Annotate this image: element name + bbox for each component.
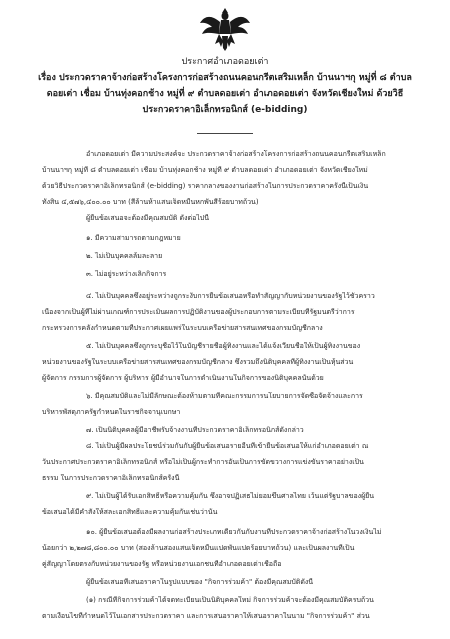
paragraph-line: ด้วยวิธีประกวดราคาอิเล็กทรอนิกส์ (e-bidding) ราคากลางของงานก่อสร้างในการประกวดราคาครั้งนี้เป็นเงิน bbox=[42, 182, 369, 190]
list-item: ๗. เป็นนิติบุคคลผู้มีอาชีพรับจ้างงานที่ประกวดราคาอิเล็กทรอนิกส์ดังกล่าว bbox=[86, 426, 304, 434]
subject-line-1: เรื่อง ประกวดราคาจ้างก่อสร้างโครงการก่อสร้างถนนคอนกรีตเสริมเหล็ก บ้านนาฯกุ หมู่ที่ ๘ ตำบล bbox=[38, 73, 412, 83]
paragraph-line: กระทรวงการคลังกำหนดตามที่ประกาศเผยแพร่ในระบบเครือข่ายสารสนเทศของกรมบัญชีกลาง bbox=[42, 324, 323, 332]
list-item: ๑๐. ผู้ยื่นข้อเสนอต้องมีผลงานก่อสร้างประเภทเดียวกันกับงานที่ประกวดราคาจ้างก่อสร้างในวงเงินไม่ bbox=[86, 528, 382, 536]
paragraph-line: อำเภอดอยเต่า มีความประสงค์จะ ประกวดราคาจ้างก่อสร้างโครงการก่อสร้างถนนคอนกรีตเสริมเหล็ก bbox=[86, 150, 386, 158]
title-divider bbox=[197, 133, 253, 134]
list-item: ๕. ไม่เป็นบุคคลซึ่งถูกระบุชื่อไว้ในบัญชีรายชื่อผู้ทิ้งงานและได้แจ้งเวียนชื่อให้เป็นผู้ทิ้งงานของ bbox=[86, 342, 361, 350]
issuing-office: ประกาศอำเภอดอยเต่า bbox=[181, 57, 269, 67]
list-item: ๒. ไม่เป็นบุคคลล้มละลาย bbox=[86, 252, 163, 260]
subject-line-2: ดอยเต่า เชื่อม บ้านทุ่งคอกช้าง หมู่ที่ ๙ ตำบลดอยเต่า อำเภอดอยเต่า จังหวัดเชียงใหม่ ด้วยวิธี bbox=[46, 89, 404, 99]
list-item: ๘. ไม่เป็นผู้มีผลประโยชน์ร่วมกันกับผู้ยื่นข้อเสนอรายอื่นที่เข้ายื่นข้อเสนอให้แก่อำเภอดอยเต่า ณ bbox=[86, 442, 369, 450]
paragraph-line: ข้อเสนอได้มีคำสั่งให้สละเอกสิทธิ์และความคุ้มกันเช่นว่านั้น bbox=[42, 508, 218, 516]
list-item: ๙. ไม่เป็นผู้ได้รับเอกสิทธิ์หรือความคุ้มกัน ซึ่งอาจปฏิเสธไม่ยอมขึ้นศาลไทย เว้นแต่รัฐบาลของผู้ยื่น bbox=[86, 492, 375, 500]
list-item: ๑. มีความสามารถตามกฎหมาย bbox=[86, 234, 181, 242]
subject-line-3: ประกวดราคาอิเล็กทรอนิกส์ (e-bidding) bbox=[142, 105, 308, 115]
paragraph-line: บ้านนาฯกุ หมู่ที่ ๘ ตำบลดอยเต่า เชื่อม บ้านทุ่งคอกช้าง หมู่ที่ ๙ ตำบลดอยเต่า อำเภอดอยเต่า จังหวัดเชียงใหม่ bbox=[42, 166, 368, 174]
paragraph-line: ผู้ยื่นข้อเสนอที่เสนอราคาในรูปแบบของ "กิจการร่วมค้า" ต้องมีคุณสมบัติดังนี้ bbox=[86, 578, 314, 586]
garuda-emblem-icon bbox=[199, 6, 251, 52]
paragraph-line: คู่สัญญาโดยตรงกับหน่วยงานของรัฐ หรือหน่วยงานเอกชนที่อำเภอดอยเต่าเชื่อถือ bbox=[42, 560, 282, 568]
paragraph-line: ผู้จัดการ กรรมการผู้จัดการ ผู้บริหาร ผู้มีอำนาจในการดำเนินงานในกิจการของนิติบุคคลนั้นด้วย bbox=[42, 374, 324, 382]
list-item: ๖. มีคุณสมบัติและไม่มีลักษณะต้องห้ามตามที่คณะกรรมการนโยบายการจัดซื้อจัดจ้างและการ bbox=[86, 392, 363, 400]
paragraph-line: ตามเงื่อนไขที่กำหนดไว้ในเอกสารประกวดราคา และการเสนอราคาให้เสนอราคาในนาม "กิจการร่วมค้า" ส่วน bbox=[42, 612, 370, 620]
list-item: ๔. ไม่เป็นบุคคลซึ่งอยู่ระหว่างถูกระงับการยื่นข้อเสนอหรือทำสัญญากับหน่วยงานของรัฐไว้ชั่วคราว bbox=[86, 292, 375, 300]
paragraph-line: น้อยกว่า ๒,๒๗๘,๘๐๐.๐๐ บาท (สองล้านสองแสนเจ็ดหมื่นแปดพันแปดร้อยบาทถ้วน) และเป็นผลงานที่เป็น bbox=[42, 544, 355, 552]
paragraph-line: ทั้งสิ้น ๔,๕๗๖,๔๐๐.๐๐ บาท (สี่ล้านห้าแสนเจ็ดหมื่นหกพันสี่ร้อยบาทถ้วน) bbox=[42, 198, 259, 206]
paragraph-line: หน่วยงานของรัฐในระบบเครือข่ายสารสนเทศของกรมบัญชีกลาง ซึ่งรวมถึงนิติบุคคลที่ผู้ทิ้งงานเป็นหุ้นส่วน bbox=[42, 358, 354, 366]
paragraph-line: ธรรม ในการประกวดราคาอิเล็กทรอนิกส์ครั้งนี้ bbox=[42, 474, 180, 482]
paragraph-line: เนื่องจากเป็นผู้ที่ไม่ผ่านเกณฑ์การประเมินผลการปฏิบัติงานของผู้ประกอบการตามระเบียบที่รัฐมนตรีว่าการ bbox=[42, 308, 355, 316]
list-intro: ผู้ยื่นข้อเสนอจะต้องมีคุณสมบัติ ดังต่อไปนี้ bbox=[86, 214, 210, 222]
paragraph-line: บริหารพัสดุภาครัฐกำหนดในราชกิจจานุเบกษา bbox=[42, 408, 181, 416]
list-item: (๑) กรณีที่กิจการร่วมค้าได้จดทะเบียนเป็นนิติบุคคลใหม่ กิจการร่วมค้าจะต้องมีคุณสมบัติครบถ้วน bbox=[86, 596, 374, 604]
list-item: ๓. ไม่อยู่ระหว่างเลิกกิจการ bbox=[86, 270, 167, 278]
paragraph-line: วันประกาศประกวดราคาอิเล็กทรอนิกส์ หรือไม่เป็นผู้กระทำการอันเป็นการขัดขวางการแข่งขันราคาอย่างเป็น bbox=[42, 458, 364, 466]
